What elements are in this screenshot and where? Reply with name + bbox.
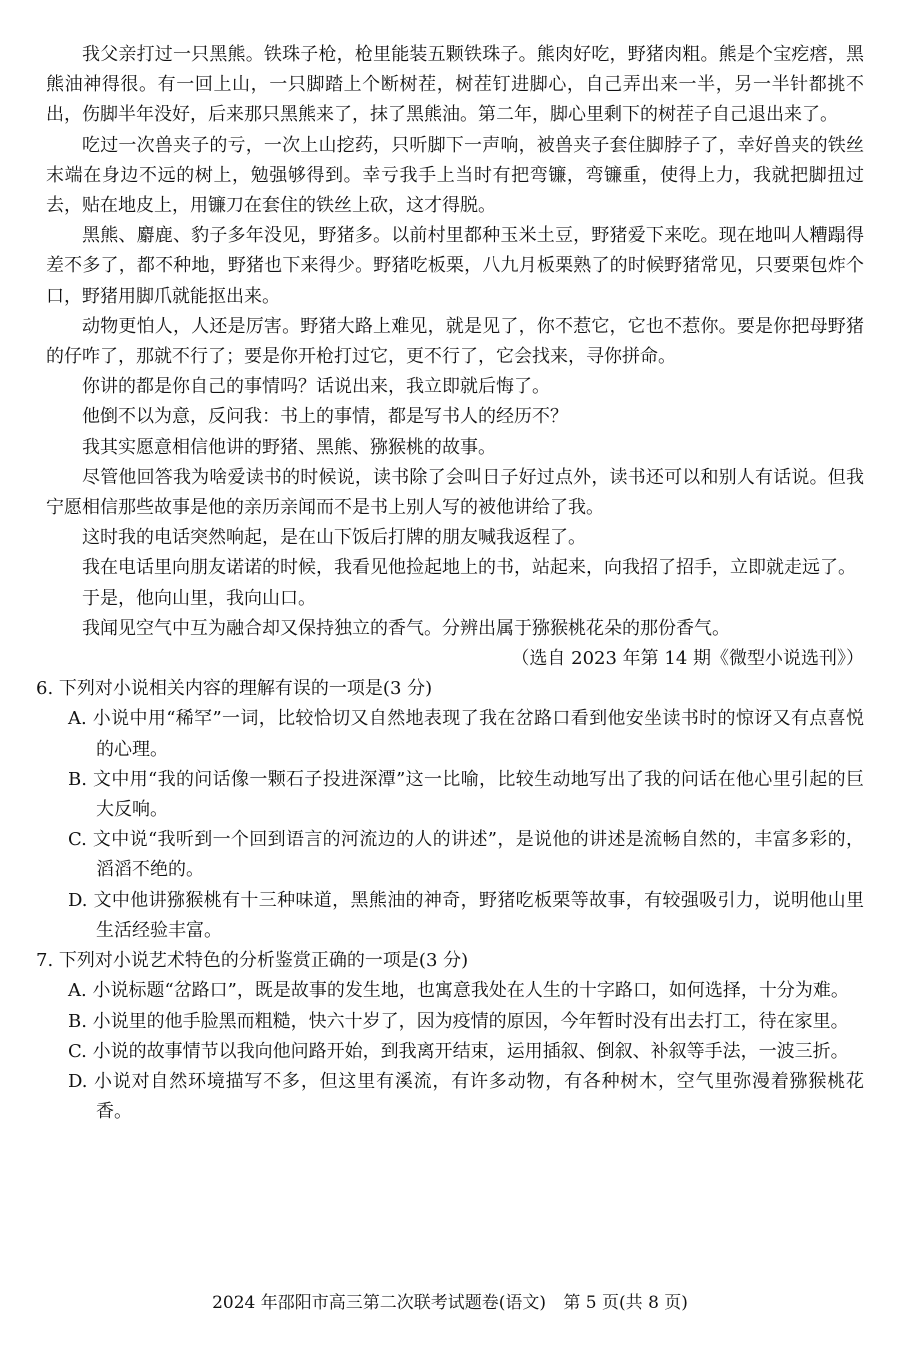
story-paragraph: 黑熊、麝鹿、豹子多年没见，野猪多。以前村里都种玉米土豆，野猪爱下来吃。现在地叫人糟蹋得差不多了，都不种地，野猪也下来得少。野猪吃板栗，八九月板栗熟了的时候野猪常见，只要栗包炸个口，野猪用脚爪就能抠出来。 xyxy=(46,225,864,307)
question-stem xyxy=(36,946,864,976)
story-paragraph: 我闻见空气中互为融合却又保持独立的香气。分辨出属于猕猴桃花朵的那份香气。 xyxy=(82,617,730,639)
story-paragraph: 于是，他向山里，我向山口。 xyxy=(82,587,316,609)
question-text: 下列对小说相关内容的理解有误的一项是(3 分) xyxy=(58,678,433,700)
option-c: C. 文中说“我听到一个回到语言的河流边的人的讲述”，是说他的讲述是流畅自然的，丰富多彩的，滔滔不绝的。 xyxy=(68,829,864,881)
question-6 xyxy=(36,674,864,946)
question-stem xyxy=(36,674,864,704)
story-excerpt xyxy=(46,40,864,674)
story-paragraph: 吃过一次兽夹子的亏，一次上山挖药，只听脚下一声响，被兽夹子套住脚脖子了，幸好兽夹的铁丝末端在身边不远的树上，勉强够得到。幸亏我手上当时有把弯镰，弯镰重，使得上力，我就把脚扭过去，贴在地皮上，用镰刀在套住的铁丝上砍，这才得脱。 xyxy=(46,134,864,217)
story-paragraph: 你讲的都是你自己的事情吗？话说出来，我立即就后悔了。 xyxy=(82,376,550,398)
question-number: 7. xyxy=(36,950,54,972)
story-paragraph: 我父亲打过一只黑熊。铁珠子枪，枪里能装五颗铁珠子。熊肉好吃，野猪肉粗。熊是个宝疙瘩，黑熊油神得很。有一回上山，一只脚踏上个断树茬，树茬钉进脚心，自己弄出来一半，另一半针都挑不出，伤脚半年没好，后来那只黑熊来了，抹了黑熊油。第二年，脚心里剩下的树茬子自己退出来了。 xyxy=(46,44,864,126)
page-footer xyxy=(0,1290,900,1316)
option-b: B. 文中用“我的问话像一颗石子投进深潭”这一比喻，比较生动地写出了我的问话在他心里引起的巨大反响。 xyxy=(68,768,864,821)
option-a: A. 小说中用“稀罕”一词，比较恰切又自然地表现了我在岔路口看到他安坐读书时的惊讶又有点喜悦的心理。 xyxy=(68,708,864,760)
option-a: A. 小说标题“岔路口”，既是故事的发生地，也寓意我处在人生的十字路口，如何选择，十分为难。 xyxy=(68,980,849,1002)
question-number: 6. xyxy=(36,678,54,700)
question-7 xyxy=(36,946,864,1127)
story-paragraph: 我在电话里向朋友诺诺的时候，我看见他捡起地上的书，站起来，向我招了招手，立即就走远了。 xyxy=(82,557,856,579)
story-paragraph: 动物更怕人，人还是厉害。野猪大路上难见，就是见了，你不惹它，它也不惹你。要是你把母野猪的仔咋了，那就不行了；要是你开枪打过它，更不行了，它会找来，寻你拼命。 xyxy=(46,315,864,368)
story-source-citation: （选自 2023 年第 14 期《微型小说选刊》） xyxy=(511,648,864,670)
story-paragraph: 他倒不以为意，反问我：书上的事情，都是写书人的经历不？ xyxy=(82,406,568,428)
story-paragraph: 我其实愿意相信他讲的野猪、黑熊、猕猴桃的故事。 xyxy=(82,436,496,458)
exam-title: 2024 年邵阳市高三第二次联考试题卷(语文) xyxy=(212,1293,546,1313)
story-paragraph: 尽管他回答我为啥爱读书的时候说，读书除了会叫日子好过点外，读书还可以和别人有话说。但我宁愿相信那些故事是他的亲历亲闻而不是书上别人写的被他讲给了我。 xyxy=(46,466,864,519)
story-paragraph: 这时我的电话突然响起，是在山下饭后打牌的朋友喊我返程了。 xyxy=(82,527,586,549)
option-d: D. 小说对自然环境描写不多，但这里有溪流，有许多动物，有各种树木，空气里弥漫着猕猴桃花香。 xyxy=(68,1070,864,1123)
option-c: C. 小说的故事情节以我向他问路开始，到我离开结束，运用插叙、倒叙、补叙等手法，一波三折。 xyxy=(68,1040,849,1062)
question-text: 下列对小说艺术特色的分析鉴赏正确的一项是(3 分) xyxy=(58,950,469,972)
page-number: 第 5 页(共 8 页) xyxy=(563,1293,688,1313)
option-b: B. 小说里的他手脸黑而粗糙，快六十岁了，因为疫情的原因，今年暂时没有出去打工，待在家里。 xyxy=(68,1010,849,1032)
option-d: D. 文中他讲猕猴桃有十三种味道，黑熊油的神奇，野猪吃板栗等故事，有较强吸引力，说明他山里生活经验丰富。 xyxy=(68,889,864,941)
